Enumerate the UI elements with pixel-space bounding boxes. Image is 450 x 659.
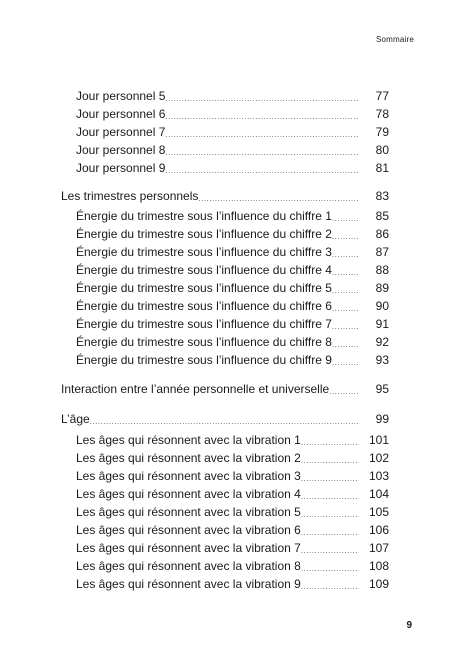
dot-leader [165,164,359,177]
toc-entry-page: 89 [375,281,389,295]
toc-entry-label: Jour personnel 9 [76,161,166,175]
toc-entry[interactable] [0,333,450,351]
toc-entry-label: Les âges qui résonnent avec la vibration 2 [76,451,301,465]
toc-entry[interactable] [0,449,450,467]
toc-entry-label: Les âges qui résonnent avec la vibration 6 [76,523,301,537]
toc-entry-label: Les âges qui résonnent avec la vibration 3 [76,469,301,483]
toc-entry[interactable] [0,225,450,243]
toc-section-label: Interaction entre l’année personnelle et universelle [61,382,330,396]
toc-entry-label: Les âges qui résonnent avec la vibration 5 [76,505,301,519]
toc-entry[interactable] [0,467,450,485]
toc-section-page: 95 [375,382,389,396]
toc-entry[interactable] [0,243,450,261]
toc-entry-page: 93 [375,353,389,367]
toc-entry-label: Jour personnel 7 [76,125,166,139]
toc-entry-page: 81 [375,161,389,175]
toc-entry-label: Énergie du trimestre sous l’influence du chiffre 6 [76,299,332,313]
toc-entry-label: Énergie du trimestre sous l’influence du chiffre 7 [76,317,332,331]
toc-entry[interactable] [0,431,450,449]
toc-section[interactable] [0,410,450,428]
toc-entry-label: Jour personnel 8 [76,143,166,157]
toc-entry-label: Les âges qui résonnent avec la vibration 1 [76,433,301,447]
dot-leader [165,92,359,105]
toc-entry[interactable] [0,261,450,279]
toc-entry[interactable] [0,105,450,123]
toc-entry-label: Les âges qui résonnent avec la vibration 8 [76,559,301,573]
toc-entry-label: Les âges qui résonnent avec la vibration 9 [76,577,301,591]
toc-entry[interactable] [0,539,450,557]
toc-entry[interactable] [0,503,450,521]
toc-entry-label: Les âges qui résonnent avec la vibration 4 [76,487,301,501]
toc-entry-page: 106 [368,523,389,537]
running-head: Sommaire [375,35,414,44]
toc-entry[interactable] [0,521,450,539]
toc-entry-page: 78 [375,107,389,121]
toc-entry[interactable] [0,297,450,315]
toc-entry-page: 90 [375,299,389,313]
toc-entry-page: 109 [368,577,389,591]
dot-leader [198,192,359,205]
toc-entry-page: 103 [368,469,389,483]
toc-entry-page: 92 [375,335,389,349]
dot-leader [165,146,359,159]
toc-entry[interactable] [0,279,450,297]
toc-entry-page: 107 [368,541,389,555]
toc-entry-label: Énergie du trimestre sous l’influence du chiffre 1 [76,209,332,223]
toc-entry-label: Jour personnel 6 [76,107,166,121]
toc-entry[interactable] [0,207,450,225]
toc-entry[interactable] [0,159,450,177]
toc-entry-label: Énergie du trimestre sous l’influence du chiffre 5 [76,281,332,295]
toc-entry[interactable] [0,141,450,159]
toc-entry-label: Énergie du trimestre sous l’influence du chiffre 8 [76,335,332,349]
toc-entry[interactable] [0,123,450,141]
toc-entry-label: Les âges qui résonnent avec la vibration 7 [76,541,301,555]
toc-entry-page: 80 [375,143,389,157]
toc-section[interactable] [0,187,450,205]
toc-entry-page: 79 [375,125,389,139]
toc-entry[interactable] [0,87,450,105]
toc-entry-page: 105 [368,505,389,519]
toc-entry-page: 85 [375,209,389,223]
toc-section[interactable] [0,380,450,398]
toc-section-label: L’âge [61,412,90,426]
toc-entry-page: 86 [375,227,389,241]
toc-entry[interactable] [0,575,450,593]
toc-entry-label: Énergie du trimestre sous l’influence du chiffre 4 [76,263,332,277]
toc-entry-label: Jour personnel 5 [76,89,166,103]
toc-entry[interactable] [0,557,450,575]
dot-leader [165,110,359,123]
toc-entry-page: 77 [375,89,389,103]
toc-entry-page: 108 [368,559,389,573]
page-number: 9 [406,620,412,631]
toc-section-page: 83 [375,189,389,203]
toc-entry-page: 102 [368,451,389,465]
toc-entry-label: Énergie du trimestre sous l’influence du chiffre 9 [76,353,332,367]
toc-section-page: 99 [375,412,389,426]
toc-entry-label: Énergie du trimestre sous l’influence du chiffre 2 [76,227,332,241]
toc-entry-page: 87 [375,245,389,259]
dot-leader [165,128,359,141]
toc-section-label: Les trimestres personnels [61,189,199,203]
toc-entry[interactable] [0,351,450,369]
toc-entry[interactable] [0,315,450,333]
toc-entry-label: Énergie du trimestre sous l’influence du chiffre 3 [76,245,332,259]
dot-leader [90,415,359,428]
toc-entry-page: 88 [375,263,389,277]
toc-entry-page: 91 [375,317,389,331]
toc-entry-page: 101 [368,433,389,447]
toc-entry-page: 104 [368,487,389,501]
toc-entry[interactable] [0,485,450,503]
